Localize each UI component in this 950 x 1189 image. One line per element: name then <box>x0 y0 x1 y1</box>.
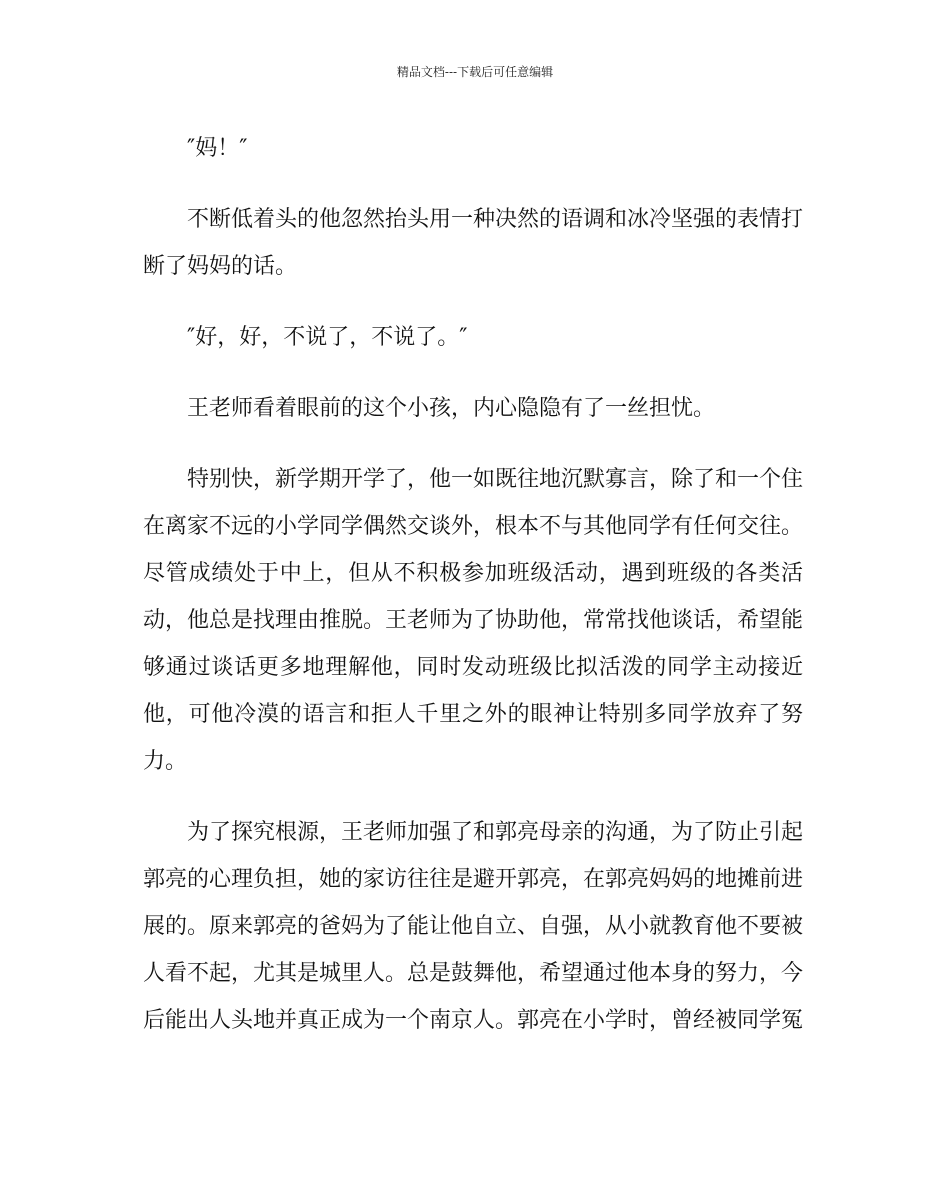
paragraph: 不断低着头的他忽然抬头用一种决然的语调和冰冷坚强的表情打断了妈妈的话。 <box>143 207 804 279</box>
paragraph: ″好，好，不说了，不说了。″ <box>187 325 468 350</box>
page-header: 精品文档---下载后可任意编辑 <box>396 65 554 79</box>
paragraph: ″妈！″ <box>187 136 248 161</box>
paragraph: 特别快，新学期开学了，他一如既往地沉默寡言，除了和一个住在离家不远的小学同学偶然交谈外，根本不与其他同学有任何交往。尽管成绩处于中上，但从不积极参加班级活动，遇到班级的各类活动，他总是找理由推脱。王老师为了协助他，常常找他谈话，希望能够通过谈话更多地理解他，同时发动班级比拟活泼的同学主动接近他，可他冷漠的语言和拒人千里之外的眼神让特别多同学放弃了努力。 <box>143 467 804 774</box>
paragraph: 王老师看着眼前的这个小孩，内心隐隐有了一丝担忧。 <box>187 396 716 421</box>
paragraph: 为了探究根源，王老师加强了和郭亮母亲的沟通，为了防止引起郭亮的心理负担，她的家访往往是避开郭亮，在郭亮妈妈的地摊前进展的。原来郭亮的爸妈为了能让他自立、自强，从小就教育他不要被人看不起，尤其是城里人。总是鼓舞他，希望通过他本身的努力，今后能出人头地并真正成为一个南京人。郭亮在小学时，曾经被同学冤 <box>143 820 804 1033</box>
document-body <box>143 125 803 1068</box>
